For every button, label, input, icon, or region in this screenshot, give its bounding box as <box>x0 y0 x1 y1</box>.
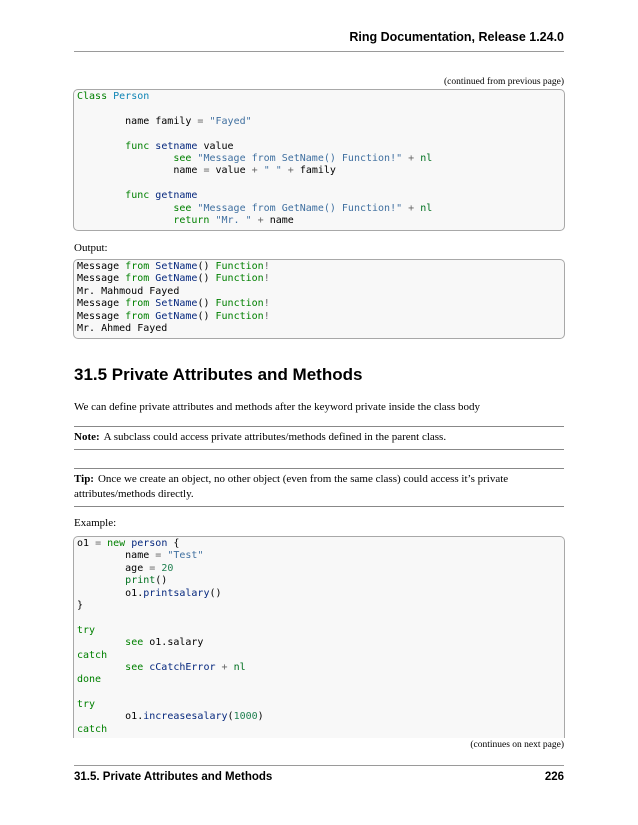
code-token: = <box>155 550 162 562</box>
code-line <box>77 625 564 637</box>
code-token: "Message from GetName() Function!" <box>197 202 403 214</box>
note-text: A subclass could access private attributes/methods defined in the parent class. <box>103 431 447 443</box>
code-line <box>77 323 564 335</box>
code-token: GetName <box>155 273 198 285</box>
code-token: see <box>173 152 192 164</box>
running-header: Ring Documentation, Release 1.24.0 <box>349 30 564 44</box>
code-line <box>77 674 564 686</box>
page-footer <box>74 771 564 783</box>
code-line <box>77 699 564 711</box>
intro-paragraph: We can define private attributes and methods after the keyword private inside the class body <box>74 401 480 413</box>
code-token: Message <box>77 261 126 272</box>
code-token: Mr. Mahmoud Fayed <box>77 285 180 297</box>
code-token: + <box>221 661 228 673</box>
code-line <box>77 662 564 674</box>
code-token: name <box>77 165 204 177</box>
code-token: 1000 <box>233 711 258 723</box>
code-token: age <box>77 562 150 574</box>
code-line <box>77 153 564 165</box>
code-token: o1 <box>77 538 96 549</box>
code-token: o1. <box>77 711 144 723</box>
code-line <box>77 273 564 285</box>
code-token: " " <box>263 165 282 177</box>
code-token: func <box>125 190 150 202</box>
code-token: o1. <box>77 587 144 599</box>
code-line <box>77 203 564 215</box>
code-token <box>77 153 173 164</box>
page-number: 226 <box>544 771 564 783</box>
section-heading: 31.5 Private Attributes and Methods <box>74 365 363 384</box>
code-token: } <box>77 599 84 611</box>
code-token: name <box>263 214 294 226</box>
code-token: catch <box>77 723 108 735</box>
code-token: from <box>125 261 150 272</box>
code-line <box>77 215 564 227</box>
code-token: = <box>95 538 102 549</box>
code-token: () <box>197 310 216 322</box>
code-token: { <box>167 538 180 549</box>
code-token: = <box>149 562 156 574</box>
tip-label: Tip: <box>74 473 94 485</box>
code-token: name family <box>77 115 198 127</box>
code-token: () <box>209 587 222 599</box>
code-token: func <box>125 140 150 152</box>
tip-admonition <box>74 468 564 507</box>
code-token: value <box>197 140 234 152</box>
code-token: Function <box>215 298 264 310</box>
code-token: = <box>197 115 204 127</box>
code-line <box>77 724 564 736</box>
code-token <box>77 190 125 201</box>
code-token: nl <box>420 202 433 214</box>
code-token: Person <box>113 91 150 102</box>
code-token: name <box>77 550 156 562</box>
code-token: Function <box>215 273 264 285</box>
code-line <box>77 711 564 723</box>
code-token: value <box>209 165 252 177</box>
code-token: + <box>251 165 258 177</box>
code-token: () <box>197 261 216 272</box>
code-token: ! <box>263 310 270 322</box>
code-line <box>77 165 564 177</box>
code-token: = <box>203 165 210 177</box>
code-line <box>77 687 564 699</box>
code-token: o1.salary <box>143 637 204 649</box>
code-token: SetName <box>155 261 198 272</box>
output-label: Output: <box>74 242 108 254</box>
code-token: cCatchError <box>149 661 216 673</box>
code-token: "Message from SetName() Function!" <box>197 152 403 164</box>
code-token: print <box>125 575 156 587</box>
code-token: "Test" <box>167 550 204 562</box>
code-token: increasesalary <box>143 711 228 723</box>
code-token: "Mr. " <box>215 214 252 226</box>
code-token: ! <box>263 298 270 310</box>
code-token: + <box>257 214 264 226</box>
code-token: GetName <box>155 310 198 322</box>
code-token <box>77 575 125 586</box>
code-line <box>77 103 564 115</box>
tip-text: Once we create an object, no other object (even from the same class) could access it’s private attributes/methods directly. <box>74 473 509 500</box>
code-token: ) <box>257 711 264 723</box>
code-token: () <box>197 273 216 285</box>
code-token: try <box>77 624 96 636</box>
code-token: see <box>125 661 144 673</box>
code-line <box>77 650 564 662</box>
code-line <box>77 550 564 562</box>
code-token: Message <box>77 273 126 285</box>
code-token: family <box>293 165 336 177</box>
code-token: 20 <box>161 562 174 574</box>
code-line <box>77 116 564 128</box>
code-block-example <box>73 536 565 738</box>
footer-rule <box>74 765 564 766</box>
code-line <box>77 563 564 575</box>
code-token: from <box>125 310 150 322</box>
code-token: try <box>77 699 96 711</box>
continued-from-note: (continued from previous page) <box>443 77 564 87</box>
code-line <box>77 311 564 323</box>
code-block-class-person <box>73 89 565 231</box>
code-token <box>77 203 173 214</box>
code-token: "Fayed" <box>209 115 252 127</box>
code-token: getname <box>155 190 198 202</box>
code-line <box>77 298 564 310</box>
code-token: nl <box>233 661 246 673</box>
code-token: printsalary <box>143 587 210 599</box>
code-token: nl <box>420 152 433 164</box>
code-line <box>77 286 564 298</box>
code-token: catch <box>77 649 108 661</box>
code-token <box>77 141 125 152</box>
code-token: from <box>125 273 150 285</box>
code-line <box>77 575 564 587</box>
code-token: () <box>197 298 216 310</box>
code-token: () <box>155 575 168 587</box>
header-rule <box>74 51 564 52</box>
code-line <box>77 600 564 612</box>
note-label: Note: <box>74 431 100 443</box>
code-token: from <box>125 298 150 310</box>
code-token: ! <box>263 261 270 272</box>
note-admonition <box>74 426 564 450</box>
code-token: return <box>173 214 210 226</box>
code-token: setname <box>155 140 198 152</box>
code-token: see <box>173 202 192 214</box>
code-token <box>77 215 173 226</box>
code-token: Mr. Ahmed Fayed <box>77 322 168 334</box>
code-line <box>77 91 564 103</box>
code-token: Class <box>77 91 108 102</box>
code-line <box>77 178 564 190</box>
code-line <box>77 128 564 140</box>
code-line <box>77 261 564 273</box>
code-token <box>77 662 125 673</box>
code-line <box>77 141 564 153</box>
code-line <box>77 190 564 202</box>
code-token: new <box>107 538 126 549</box>
code-line <box>77 637 564 649</box>
code-line <box>77 538 564 550</box>
code-token: ( <box>227 711 234 723</box>
code-token: Message <box>77 298 126 310</box>
example-label: Example: <box>74 517 117 529</box>
code-token: done <box>77 674 102 686</box>
code-token <box>77 637 125 648</box>
output-block <box>73 259 565 339</box>
code-token: person <box>131 538 168 549</box>
footer-section: 31.5. Private Attributes and Methods <box>74 771 273 783</box>
code-line <box>77 612 564 624</box>
code-line <box>77 588 564 600</box>
code-token: + <box>287 165 294 177</box>
code-token: Function <box>215 261 264 272</box>
code-token: Message <box>77 310 126 322</box>
code-token: Function <box>215 310 264 322</box>
code-token: SetName <box>155 298 198 310</box>
code-token: + <box>408 202 415 214</box>
continues-on-note: (continues on next page) <box>470 740 564 750</box>
code-token: see <box>125 637 144 649</box>
code-token: + <box>408 152 415 164</box>
code-token: ! <box>263 273 270 285</box>
